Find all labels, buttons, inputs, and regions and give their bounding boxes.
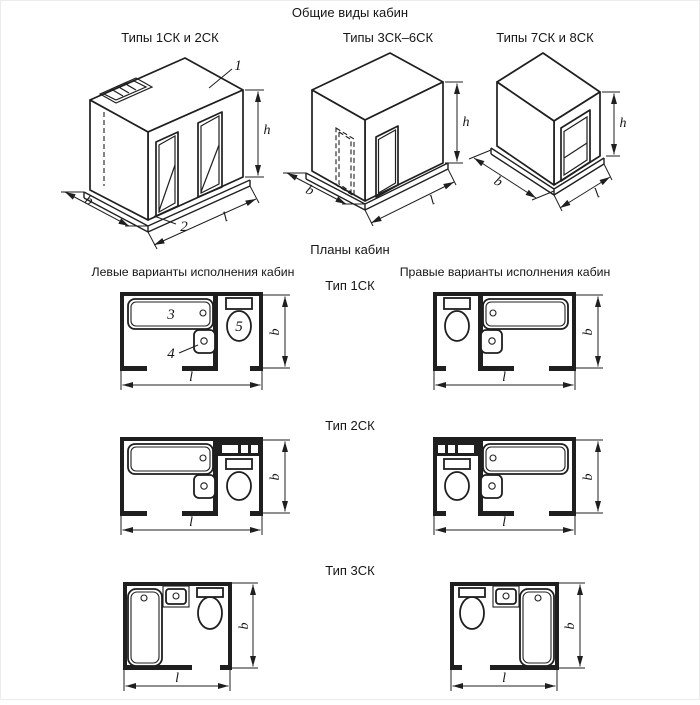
iso-view-types-1-2 (61, 58, 271, 249)
dim-l-label: l (427, 193, 438, 209)
plan-type-3-left (123, 582, 232, 670)
plan-type-2-right (433, 437, 576, 516)
dim-b-label: b (268, 328, 283, 336)
dim-b-label: b (490, 173, 505, 191)
dimension-h (245, 90, 264, 177)
callout-3: 3 (167, 307, 175, 323)
dim-l-label: l (175, 671, 179, 686)
label-types-3-6: Типы 3СК–6СК (342, 30, 434, 45)
label-left-variants: Левые варианты исполнения кабин (91, 265, 295, 279)
dim-h-label: h (619, 116, 627, 131)
label-right-variants: Правые варианты исполнения кабин (399, 265, 611, 279)
dimension-h (445, 82, 463, 163)
dim-l-label: l (502, 671, 506, 686)
dim-b-label: b (82, 192, 96, 210)
dim-b-label: b (268, 473, 283, 481)
dim-b-label: b (303, 182, 317, 200)
title-plans: Планы кабин (310, 242, 390, 257)
iso-view-types-7-8 (469, 53, 627, 211)
label-types-1-2: Типы 1СК и 2СК (121, 30, 219, 45)
dim-b-label: b (581, 328, 596, 336)
dim-l-label: l (502, 370, 506, 385)
dim-h-label: h (263, 123, 271, 138)
label-type-2ck: Тип 2СК (325, 418, 375, 433)
dim-l-label: l (189, 370, 193, 385)
plan-type-3-right (450, 582, 559, 670)
label-type-3ck: Тип 3СК (325, 563, 375, 578)
title-general-views: Общие виды кабин (291, 5, 409, 20)
callout-2: 2 (180, 219, 188, 235)
callout-5: 5 (235, 319, 243, 335)
callout-4: 4 (167, 346, 175, 362)
plan-type-2-left (120, 437, 263, 516)
dim-b-label: b (563, 622, 578, 630)
dim-l-label: l (502, 515, 506, 530)
dimension-h (602, 92, 620, 156)
dim-l-label: l (189, 515, 193, 530)
callout-leader (154, 216, 176, 224)
label-type-1ck: Тип 1СК (325, 278, 375, 293)
plan-type-1-right (433, 292, 576, 371)
dim-b-label: b (581, 473, 596, 481)
dim-h-label: h (462, 115, 470, 130)
dim-l-label: l (591, 186, 603, 202)
dim-l-label: l (220, 210, 231, 226)
label-types-7-8: Типы 7СК и 8СК (496, 30, 594, 45)
callout-1: 1 (234, 58, 242, 74)
dim-b-label: b (237, 622, 252, 630)
iso-view-types-3-6 (283, 53, 470, 226)
